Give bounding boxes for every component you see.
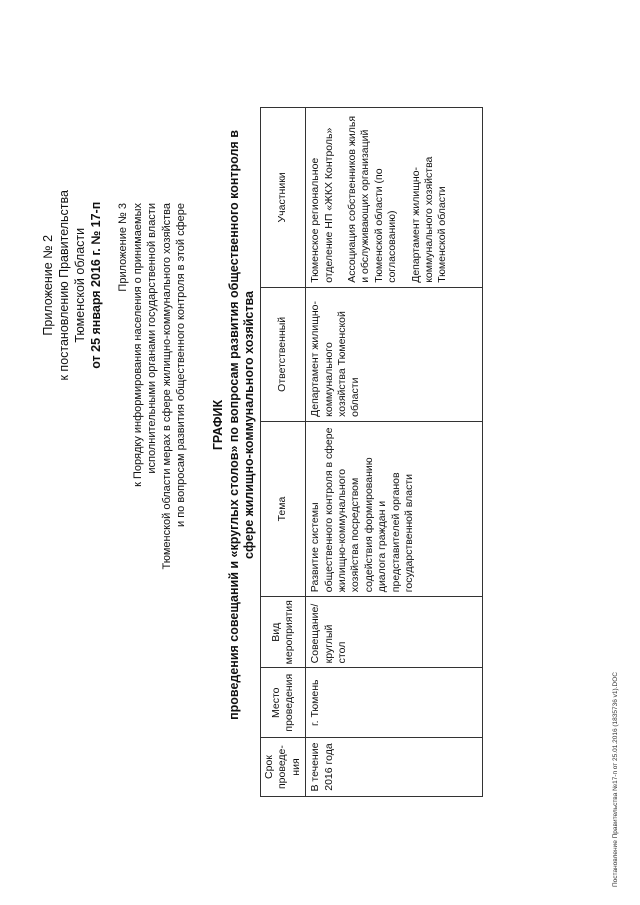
cell-responsible: Департамент жилищно-коммунального хозяйства Тюменской области — [306, 287, 483, 421]
appendix-header — [40, 190, 104, 381]
title-subtitle: проведения совещаний и «круглых столов» по вопросам развития общественного контроля в сфере жилищно-коммунального хозяйства — [226, 130, 256, 720]
order-ref-line-1: Приложение № 3 — [117, 203, 129, 292]
header-term: Срок проведе-ния — [261, 738, 306, 797]
appendix-date: от 25 января 2016 г. № 17-п — [89, 201, 103, 369]
header-topic: Тема — [261, 421, 306, 596]
order-ref-line-3: исполнительными органами государственной власти — [146, 203, 158, 474]
document-footer: Постановление Правительства №17-п от 25.01.2016 (1835736 v1).DOC — [612, 672, 619, 887]
order-ref-line-2: к Порядку информирования населения о принимаемых — [131, 203, 144, 487]
header-place: Место проведения — [261, 668, 306, 738]
cell-kind: Совещание/ круглый стол — [306, 597, 483, 668]
header-participants: Участники — [261, 108, 306, 288]
cell-topic: Развитие системы общественного контроля в сфере жилищно-коммунального хозяйства посредством содействия формированию диалога граждан и представителей органов государственной власти — [306, 421, 483, 596]
appendix-resolution: к постановлению Правительства — [57, 190, 71, 381]
table-header-row — [261, 108, 306, 797]
appendix-number: Приложение № 2 — [41, 234, 55, 336]
document-title — [211, 115, 258, 735]
order-ref-line-5: и по вопросам развития общественного контроля в этой сфере — [175, 203, 187, 527]
title-main: ГРАФИК — [211, 399, 225, 451]
cell-place: г. Тюмень — [306, 668, 483, 738]
table-row — [306, 108, 483, 797]
order-ref-line-4: Тюменской области мерах в сфере жилищно-коммунального хозяйства — [160, 203, 173, 570]
schedule-table — [260, 107, 483, 797]
cell-participants — [306, 108, 483, 288]
participant-item: Ассоциация собственников жилья и обслуживающих организаций Тюменской области (по согласованию) — [346, 115, 399, 283]
participant-item: Тюменское региональное отделение НП «ЖКХ Контроль» — [309, 127, 335, 283]
header-responsible: Ответственный — [261, 287, 306, 421]
order-reference — [116, 203, 189, 570]
participant-item: Департамент жилищно-коммунального хозяйства Тюменской области — [409, 156, 449, 283]
header-kind: Вид мероприятия — [261, 597, 306, 668]
cell-term: В течение 2016 года — [306, 738, 483, 797]
appendix-region: Тюменской области — [73, 227, 87, 343]
